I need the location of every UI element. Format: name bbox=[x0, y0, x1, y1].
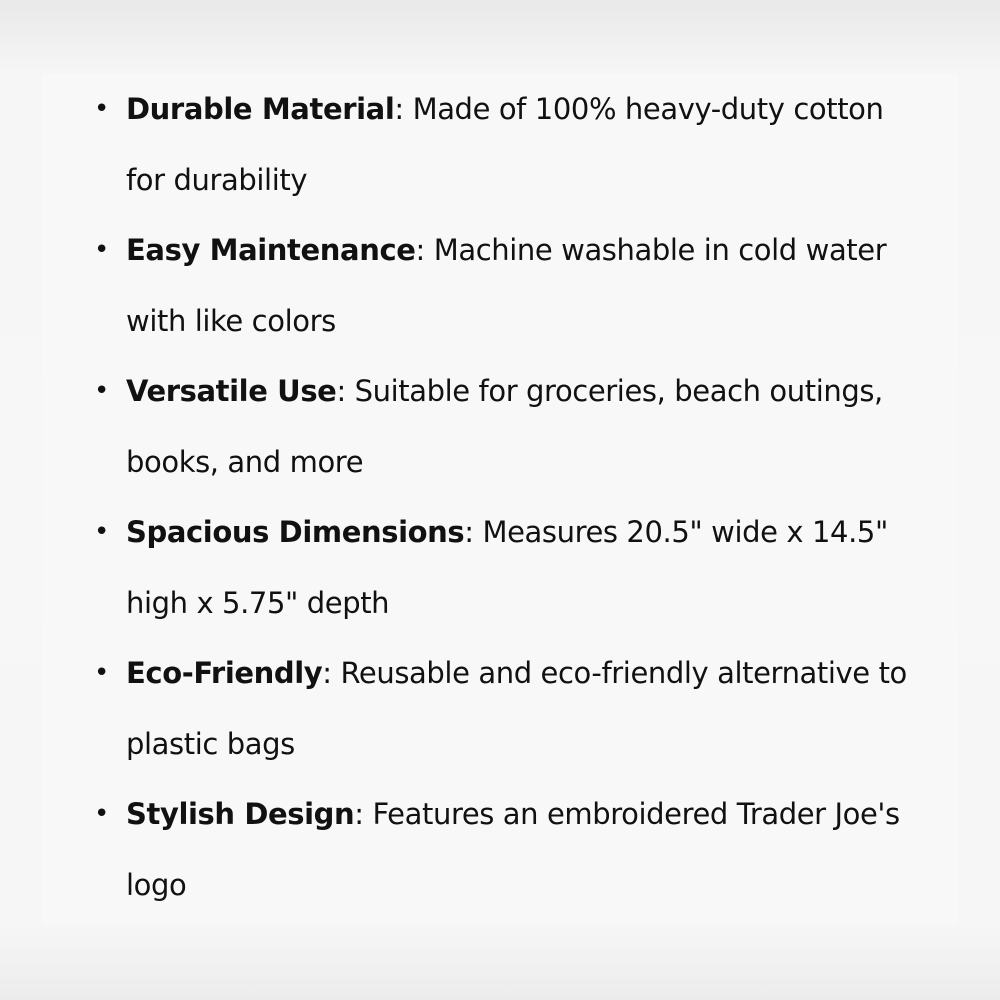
feature-item-easy-maintenance bbox=[42, 215, 958, 356]
feature-description: Made of 100% heavy-duty cotton for durability bbox=[126, 92, 884, 197]
feature-name: Eco-Friendly bbox=[126, 656, 323, 690]
feature-separator: : bbox=[322, 656, 332, 690]
feature-item-versatile-use bbox=[42, 356, 958, 497]
feature-separator: : bbox=[394, 92, 404, 126]
feature-separator: : bbox=[415, 233, 425, 267]
bullet-icon: • bbox=[94, 517, 109, 547]
bullet-icon: • bbox=[94, 235, 109, 265]
feature-name: Stylish Design bbox=[126, 797, 355, 831]
feature-item-stylish-design bbox=[42, 779, 958, 920]
feature-name: Durable Material bbox=[126, 92, 395, 126]
feature-description: Features an embroidered Trader Joe's logo bbox=[126, 797, 900, 902]
bullet-icon: • bbox=[94, 376, 109, 406]
feature-separator: : bbox=[354, 797, 364, 831]
feature-item-durable-material bbox=[42, 74, 958, 215]
feature-description: Reusable and eco-friendly alternative to plastic bags bbox=[126, 656, 907, 761]
bullet-icon: • bbox=[94, 799, 109, 829]
feature-card bbox=[42, 74, 958, 924]
feature-description: Measures 20.5" wide x 14.5" high x 5.75" depth bbox=[126, 515, 888, 620]
feature-name: Spacious Dimensions bbox=[126, 515, 465, 549]
feature-item-eco-friendly bbox=[42, 638, 958, 779]
feature-description: Machine washable in cold water with like colors bbox=[126, 233, 887, 338]
feature-separator: : bbox=[464, 515, 474, 549]
feature-list bbox=[42, 74, 958, 920]
feature-separator: : bbox=[336, 374, 346, 408]
feature-item-spacious-dimensions bbox=[42, 497, 958, 638]
feature-name: Versatile Use bbox=[126, 374, 337, 408]
bullet-icon: • bbox=[94, 658, 109, 688]
bullet-icon: • bbox=[94, 94, 109, 124]
feature-description: Suitable for groceries, beach outings, books, and more bbox=[126, 374, 883, 479]
feature-name: Easy Maintenance bbox=[126, 233, 416, 267]
